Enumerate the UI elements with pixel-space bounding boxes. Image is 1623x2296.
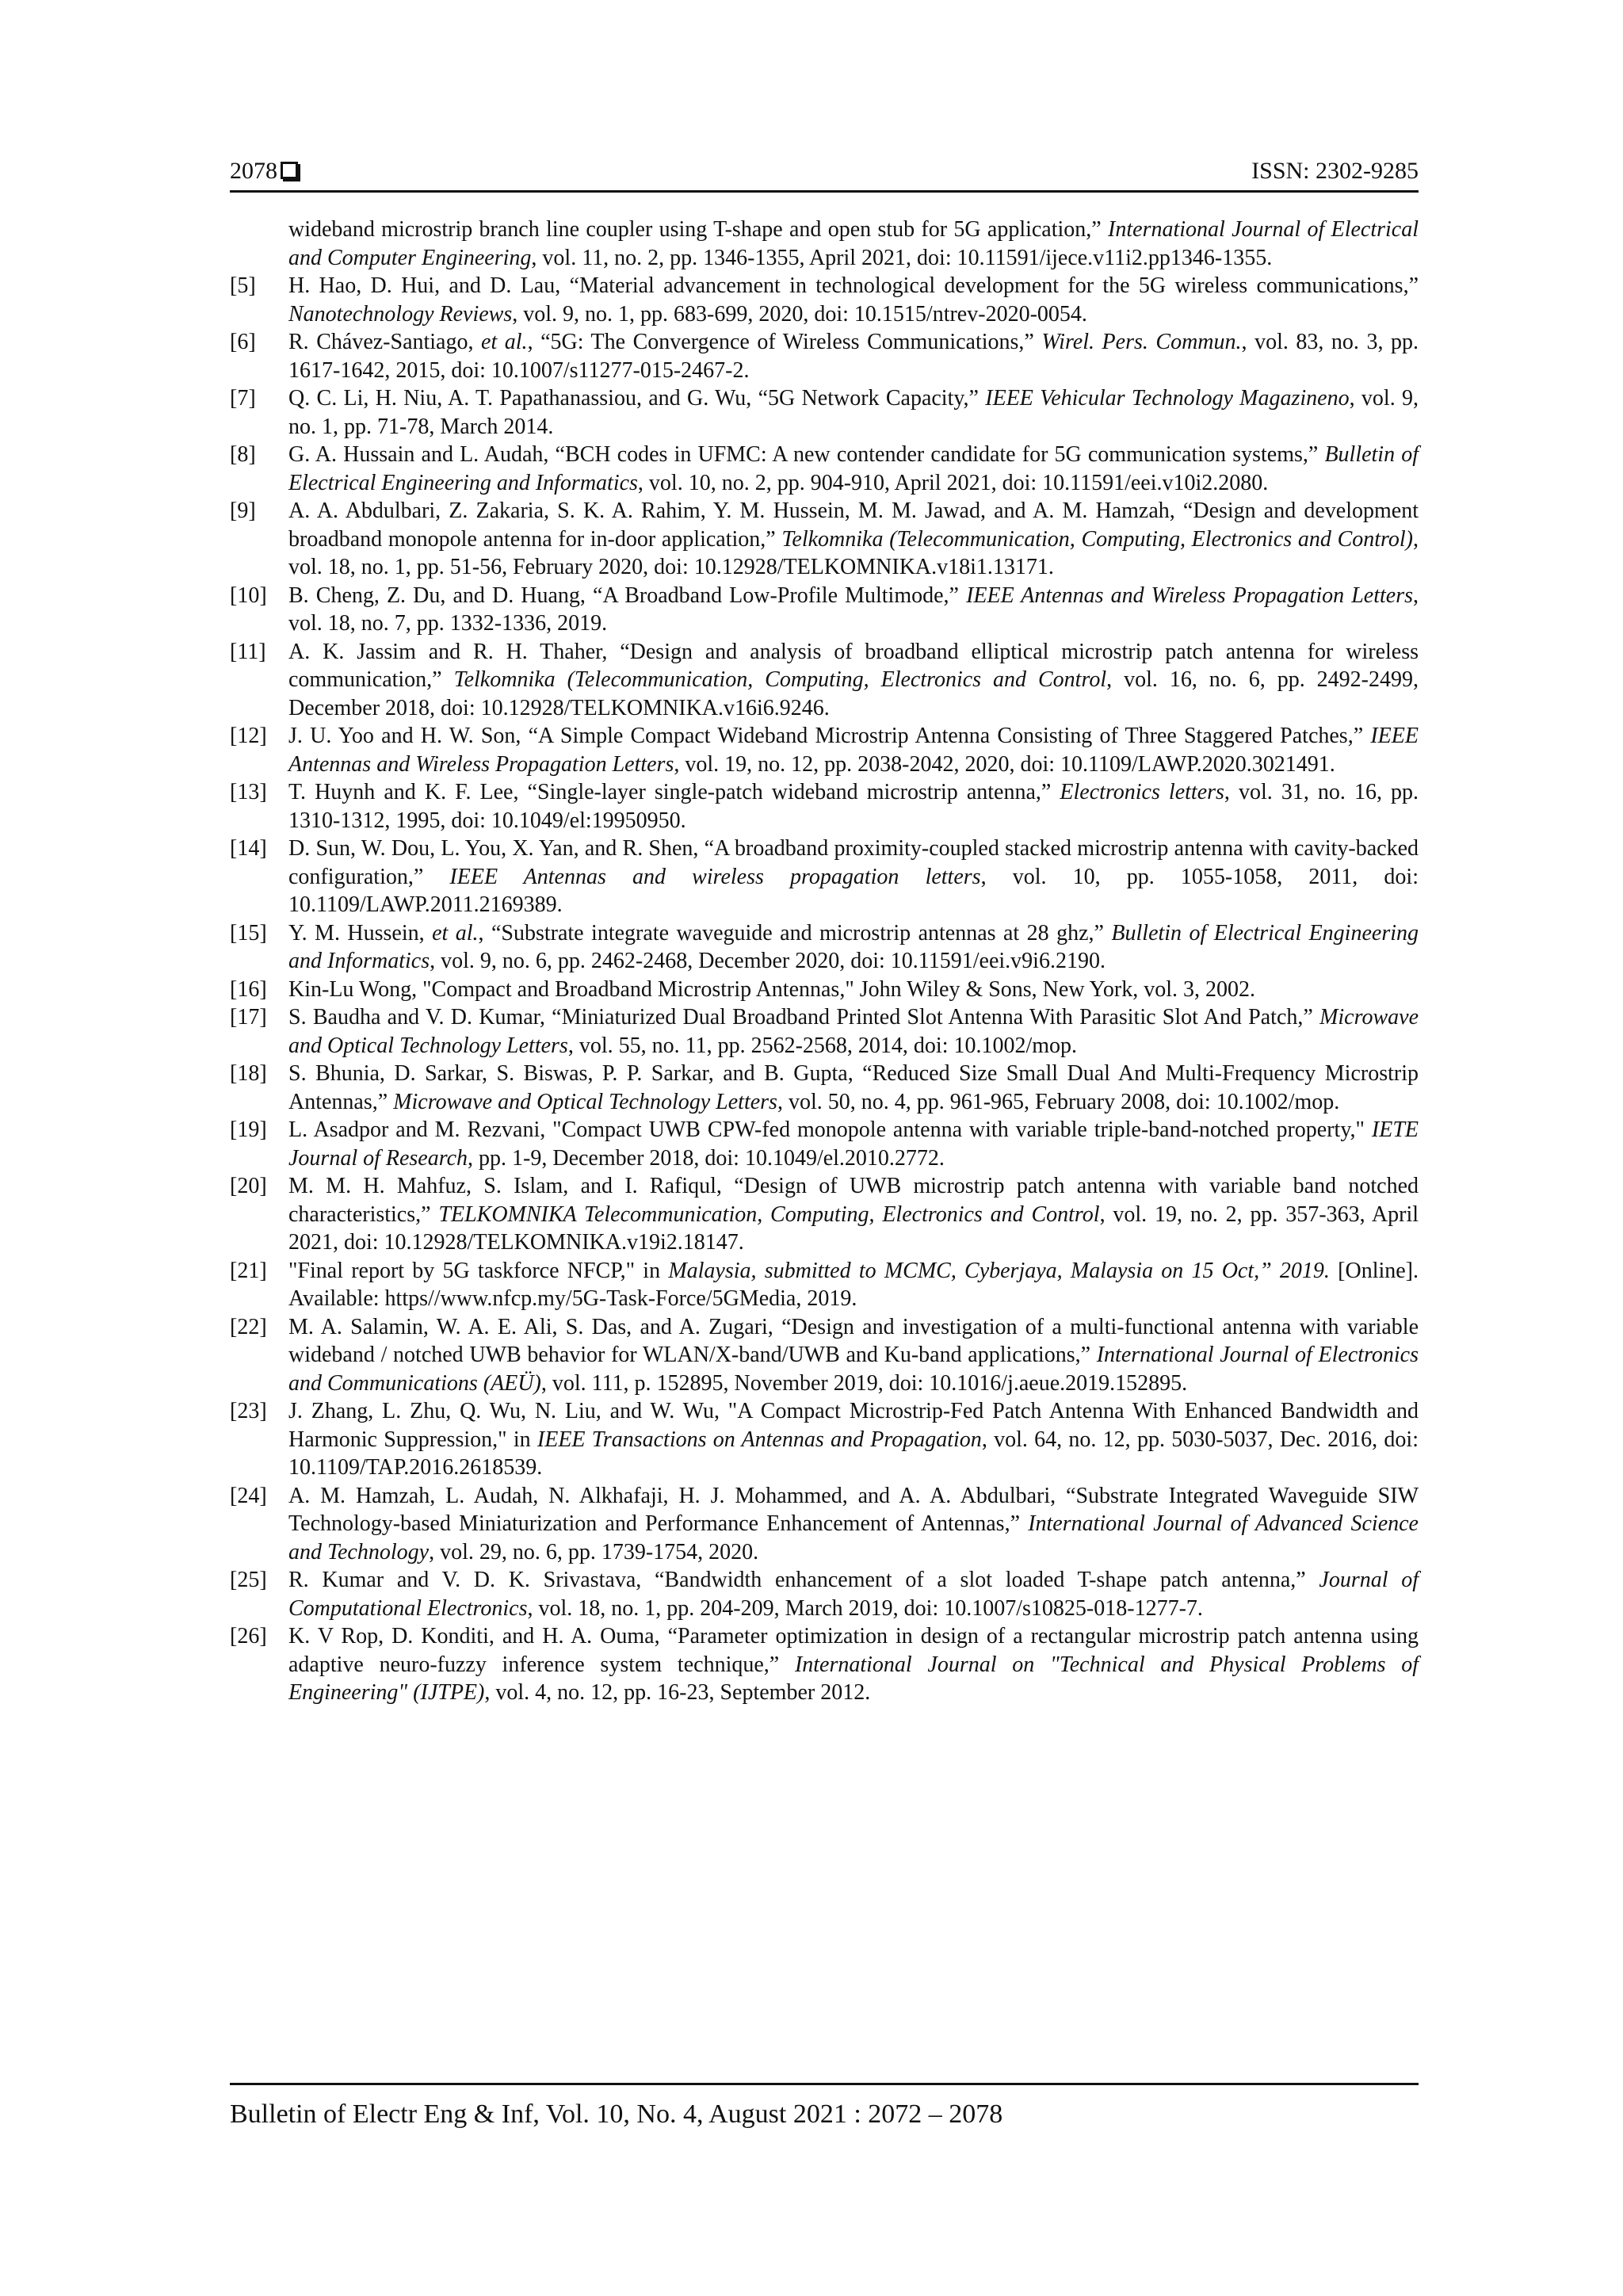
reference-plain-text: L. Asadpor and M. Rezvani, "Compact UWB CPW-fed monopole antenna with variable triple-band-notched property," [288,1117,1372,1142]
reference-plain-text: , pp. 1-9, December 2018, doi: 10.1049/el.2010.2772. [468,1145,945,1171]
page-footer [230,2097,1419,2132]
reference-plain-text: J. Zhang, L. Zhu, Q. Wu, N. Liu, and W. Wu, "A Compact Microstrip-Fed Patch Antenna With Enhanced Bandwidth and Harmonic Suppression," in [288,1399,1419,1452]
reference-item [230,384,1419,441]
reference-plain-text: M. A. Salamin, W. A. E. Ali, S. Das, and A. Zugari, “Design and investigation of a multi-functional antenna with variable wideband / notched UWB behavior for WLAN/X-band/UWB and Ku-band applications,” [288,1314,1419,1367]
reference-plain-text: , vol. 16, no. 6, pp. 2492-2499, December 2018, doi: 10.12928/TELKOMNIKA.v16i6.9246. [288,667,1419,720]
page-header [230,155,1419,193]
reference-list [230,216,1419,1707]
reference-item [230,1257,1419,1313]
reference-plain-text: , vol. 9, no. 6, pp. 2462-2468, December 2020, doi: 10.11591/eei.v9i6.2190. [430,949,1106,973]
reference-text [288,919,1419,976]
reference-text [288,1482,1419,1567]
reference-item [230,919,1419,976]
reference-text [288,638,1419,723]
reference-plain-text: B. Cheng, Z. Du, and D. Huang, “A Broadband Low-Profile Multimode,” [288,583,967,608]
reference-item [230,582,1419,638]
reference-plain-text: , vol. 11, no. 2, pp. 1346-1355, April 2021, doi: 10.11591/ijece.v11i2.pp1346-1355. [531,245,1273,270]
reference-italic-text: IETE Journal of Research [288,1117,1419,1171]
reference-italic-text: Nanotechnology Reviews [288,301,513,327]
reference-plain-text: H. Hao, D. Hui, and D. Lau, “Material advancement in technological development for the 5G wireless communications,” [288,273,1419,298]
reference-italic-text: Microwave and Optical Technology Letters [393,1089,777,1114]
reference-italic-text: Bulletin of Electrical Engineering and Informatics [288,920,1419,973]
footer-rule [230,2083,1419,2085]
reference-plain-text: , vol. 9, no. 1, pp. 71-78, March 2014. [288,386,1419,439]
reference-text [288,1566,1419,1622]
reference-plain-text: R. Chávez-Santiago, [288,330,482,354]
reference-text [288,216,1419,272]
reference-plain-text: A. K. Jassim and R. H. Thaher, “Design and analysis of broadband elliptical microstrip patch antenna for wireless communication,” [288,639,1419,692]
reference-italic-text: TELKOMNIKA Telecommunication, Computing, Electronics and Control [438,1201,1100,1227]
reference-plain-text: Y. M. Hussein, [288,920,433,946]
reference-plain-text: wideband microstrip branch line coupler using T-shape and open stub for 5G application,” [288,217,1109,242]
reference-text [288,722,1419,778]
issn: ISSN: 2302-9285 [1251,158,1419,184]
reference-plain-text: , vol. 18, no. 1, pp. 51-56, February 2020, doi: 10.12928/TELKOMNIKA.v18i1.13171. [288,526,1419,579]
reference-italic-text: IEEE Antennas and Wireless Propagation Letters [966,583,1413,608]
reference-text [288,1172,1419,1257]
reference-italic-text: Electronics letters [1060,780,1224,804]
reference-number: [6] [230,330,256,354]
reference-text [288,835,1419,919]
reference-number: [8] [230,442,256,467]
reference-text [288,328,1419,384]
reference-number: [25] [230,1568,267,1592]
reference-text [288,384,1419,441]
reference-italic-text: International Journal of Electronics and Communications (AEÜ) [288,1343,1419,1396]
reference-plain-text: , vol. 10, pp. 1055-1058, 2011, doi: 10.1109/LAWP.2011.2169389. [288,864,1419,917]
reference-plain-text: M. M. H. Mahfuz, S. Islam, and I. Rafiqul, “Design of UWB microstrip patch antenna with variable band notched characteristics,” [288,1174,1419,1227]
reference-plain-text: , vol. 18, no. 7, pp. 1332-1336, 2019. [288,583,1419,636]
reference-plain-text: S. Baudha and V. D. Kumar, “Miniaturized Dual Broadband Printed Slot Antenna With Parasitic Slot And Patch,” [288,1005,1320,1030]
reference-item [230,497,1419,582]
reference-item [230,638,1419,723]
reference-plain-text: , vol. 29, no. 6, pp. 1739-1754, 2020. [429,1539,759,1564]
reference-plain-text: Kin-Lu Wong, "Compact and Broadband Microstrip Antennas," John Wiley & Sons, New York, vol. 3, 2002. [288,976,1256,1002]
reference-item [230,328,1419,384]
reference-plain-text: J. U. Yoo and H. W. Son, “A Simple Compact Wideband Microstrip Antenna Consisting of Three Staggered Patches,” [288,724,1371,748]
reference-text [288,1116,1419,1172]
reference-number: [10] [230,583,267,608]
reference-italic-text: Malaysia, submitted to MCMC, Cyberjaya, Malaysia on 15 Oct,” 2019. [668,1258,1330,1283]
reference-italic-text: Telkomnika (Telecommunication, Computing, Electronics and Control [453,667,1107,692]
reference-item [230,1622,1419,1707]
reference-item [230,216,1419,272]
reference-number: [12] [230,724,267,748]
reference-number: [19] [230,1117,267,1142]
reference-number: [18] [230,1061,267,1086]
reference-plain-text: , vol. 9, no. 1, pp. 683-699, 2020, doi: 10.1515/ntrev-2020-0054. [512,301,1087,327]
reference-plain-text: , vol. 4, no. 12, pp. 16-23, September 2012. [484,1680,871,1705]
reference-italic-text: International Journal on "Technical and Physical Problems of Engineering" (IJTPE) [288,1652,1419,1705]
reference-italic-text: et al. [481,330,528,354]
reference-plain-text: D. Sun, W. Dou, L. You, X. Yan, and R. Shen, “A broadband proximity-coupled stacked microstrip antenna with cavity-backed configuration,” [288,836,1419,889]
reference-plain-text: A. M. Hamzah, L. Audah, N. Alkhafaji, H. J. Mohammed, and A. A. Abdulbari, “Substrate Integrated Waveguide SIW Technology-based Miniaturization and Performance Enhancement of Antennas,” [288,1483,1419,1536]
page-box-icon [281,162,298,179]
reference-plain-text: Q. C. Li, H. Niu, A. T. Papathanassiou, and G. Wu, “5G Network Capacity,” [288,386,986,411]
reference-text [288,1257,1419,1313]
reference-italic-text: Journal of Computational Electronics [288,1568,1419,1621]
reference-number: [24] [230,1483,267,1508]
reference-item [230,722,1419,778]
reference-item [230,1482,1419,1567]
reference-item [230,778,1419,835]
reference-text [288,778,1419,835]
reference-italic-text: et al. [432,920,479,946]
reference-plain-text: G. A. Hussain and L. Audah, “BCH codes in UFMC: A new contender candidate for 5G communication systems,” [288,442,1325,467]
reference-italic-text: IEEE Antennas and Wireless Propagation Letters [288,724,1419,777]
reference-italic-text: International Journal of Advanced Science and Technology [288,1511,1419,1564]
reference-italic-text: International Journal of Electrical and Computer Engineering [288,217,1419,270]
reference-plain-text: , vol. 111, p. 152895, November 2019, doi: 10.1016/j.aeue.2019.152895. [540,1370,1188,1396]
reference-plain-text: A. A. Abdulbari, Z. Zakaria, S. K. A. Rahim, Y. M. Hussein, M. M. Jawad, and A. M. Hamzah, “Design and development broadband monopole antenna for in-door application,” [288,499,1419,552]
reference-text [288,1313,1419,1398]
reference-plain-text: "Final report by 5G taskforce NFCP," in [288,1258,669,1283]
reference-number: [7] [230,386,256,411]
reference-number: [15] [230,920,267,946]
reference-plain-text: , “5G: The Convergence of Wireless Communications,” [527,330,1042,354]
reference-plain-text: , vol. 19, no. 2, pp. 357-363, April 2021, doi: 10.12928/TELKOMNIKA.v19i2.18147. [288,1201,1419,1255]
reference-item [230,976,1419,1004]
footer-citation: Bulletin of Electr Eng & Inf, Vol. 10, No. 4, August 2021 : 2072 – 2078 [230,2099,1003,2129]
reference-plain-text: [Online]. Available: https//www.nfcp.my/5G-Task-Force/5GMedia, 2019. [288,1258,1419,1311]
reference-text [288,497,1419,582]
reference-italic-text: IEEE Transactions on Antennas and Propagation [537,1427,982,1452]
reference-plain-text: , vol. 50, no. 4, pp. 961-965, February 2008, doi: 10.1002/mop. [777,1089,1340,1114]
reference-text [288,1397,1419,1482]
reference-item [230,1003,1419,1060]
reference-plain-text: , vol. 55, no. 11, pp. 2562-2568, 2014, doi: 10.1002/mop. [567,1033,1078,1058]
reference-plain-text: , vol. 19, no. 12, pp. 2038-2042, 2020, doi: 10.1109/LAWP.2020.3021491. [674,751,1335,777]
reference-item [230,1172,1419,1257]
reference-number: [23] [230,1399,267,1423]
header-rule [230,190,1419,193]
reference-text [288,272,1419,328]
reference-item [230,1116,1419,1172]
reference-plain-text: , “Substrate integrate waveguide and microstrip antennas at 28 ghz,” [478,920,1112,946]
reference-plain-text: K. V Rop, D. Konditi, and H. A. Ouma, “Parameter optimization in design of a rectangular microstrip patch antenna using adaptive neuro-fuzzy inference system technique,” [288,1624,1419,1677]
reference-item [230,272,1419,328]
reference-plain-text: , vol. 83, no. 3, pp. 1617-1642, 2015, doi: 10.1007/s11277-015-2467-2. [288,330,1419,383]
reference-text [288,441,1419,497]
reference-item [230,1060,1419,1116]
reference-number: [22] [230,1314,267,1339]
reference-plain-text: , vol. 18, no. 1, pp. 204-209, March 2019, doi: 10.1007/s10825-018-1277-7. [527,1595,1203,1621]
reference-italic-text: IEEE Antennas and wireless propagation letters [449,864,981,889]
reference-text [288,1003,1419,1060]
reference-plain-text: , vol. 31, no. 16, pp. 1310-1312, 1995, doi: 10.1049/el:19950950. [288,780,1419,833]
reference-number: [14] [230,836,267,861]
reference-plain-text: S. Bhunia, D. Sarkar, S. Biswas, P. P. Sarkar, and B. Gupta, “Reduced Size Small Dual And Multi-Frequency Microstrip Antennas,” [288,1061,1419,1114]
reference-number: [13] [230,780,267,804]
page-number-group [230,155,298,187]
reference-plain-text: , vol. 10, no. 2, pp. 904-910, April 2021, doi: 10.11591/eei.v10i2.2080. [637,470,1269,495]
reference-number: [11] [230,639,266,664]
reference-text [288,976,1419,1004]
page-number: 2078 [230,158,277,184]
reference-number: [20] [230,1174,267,1198]
reference-italic-text: IEEE Vehicular Technology Magazineno [985,386,1350,411]
reference-plain-text: R. Kumar and V. D. K. Srivastava, “Bandwidth enhancement of a slot loaded T-shape patch antenna,” [288,1568,1319,1592]
reference-number: [9] [230,499,256,523]
reference-number: [16] [230,976,267,1002]
reference-item [230,441,1419,497]
reference-number: [26] [230,1624,267,1648]
reference-item [230,1313,1419,1398]
reference-plain-text: T. Huynh and K. F. Lee, “Single-layer single-patch wideband microstrip antenna,” [288,780,1060,804]
reference-item [230,835,1419,919]
reference-item [230,1397,1419,1482]
reference-italic-text: Microwave and Optical Technology Letters [288,1005,1419,1058]
reference-number: [21] [230,1258,267,1283]
reference-italic-text: Wirel. Pers. Commun. [1041,330,1242,354]
reference-text [288,1622,1419,1707]
reference-number: [5] [230,273,256,298]
reference-italic-text: Bulletin of Electrical Engineering and Informatics [288,442,1419,495]
reference-italic-text: Telkomnika (Telecommunication, Computing, Electronics and Control) [781,526,1413,552]
reference-text [288,582,1419,638]
reference-plain-text: , vol. 64, no. 12, pp. 5030-5037, Dec. 2016, doi: 10.1109/TAP.2016.2618539. [288,1427,1419,1480]
reference-item [230,1566,1419,1622]
reference-text [288,1060,1419,1116]
reference-number: [17] [230,1005,267,1030]
